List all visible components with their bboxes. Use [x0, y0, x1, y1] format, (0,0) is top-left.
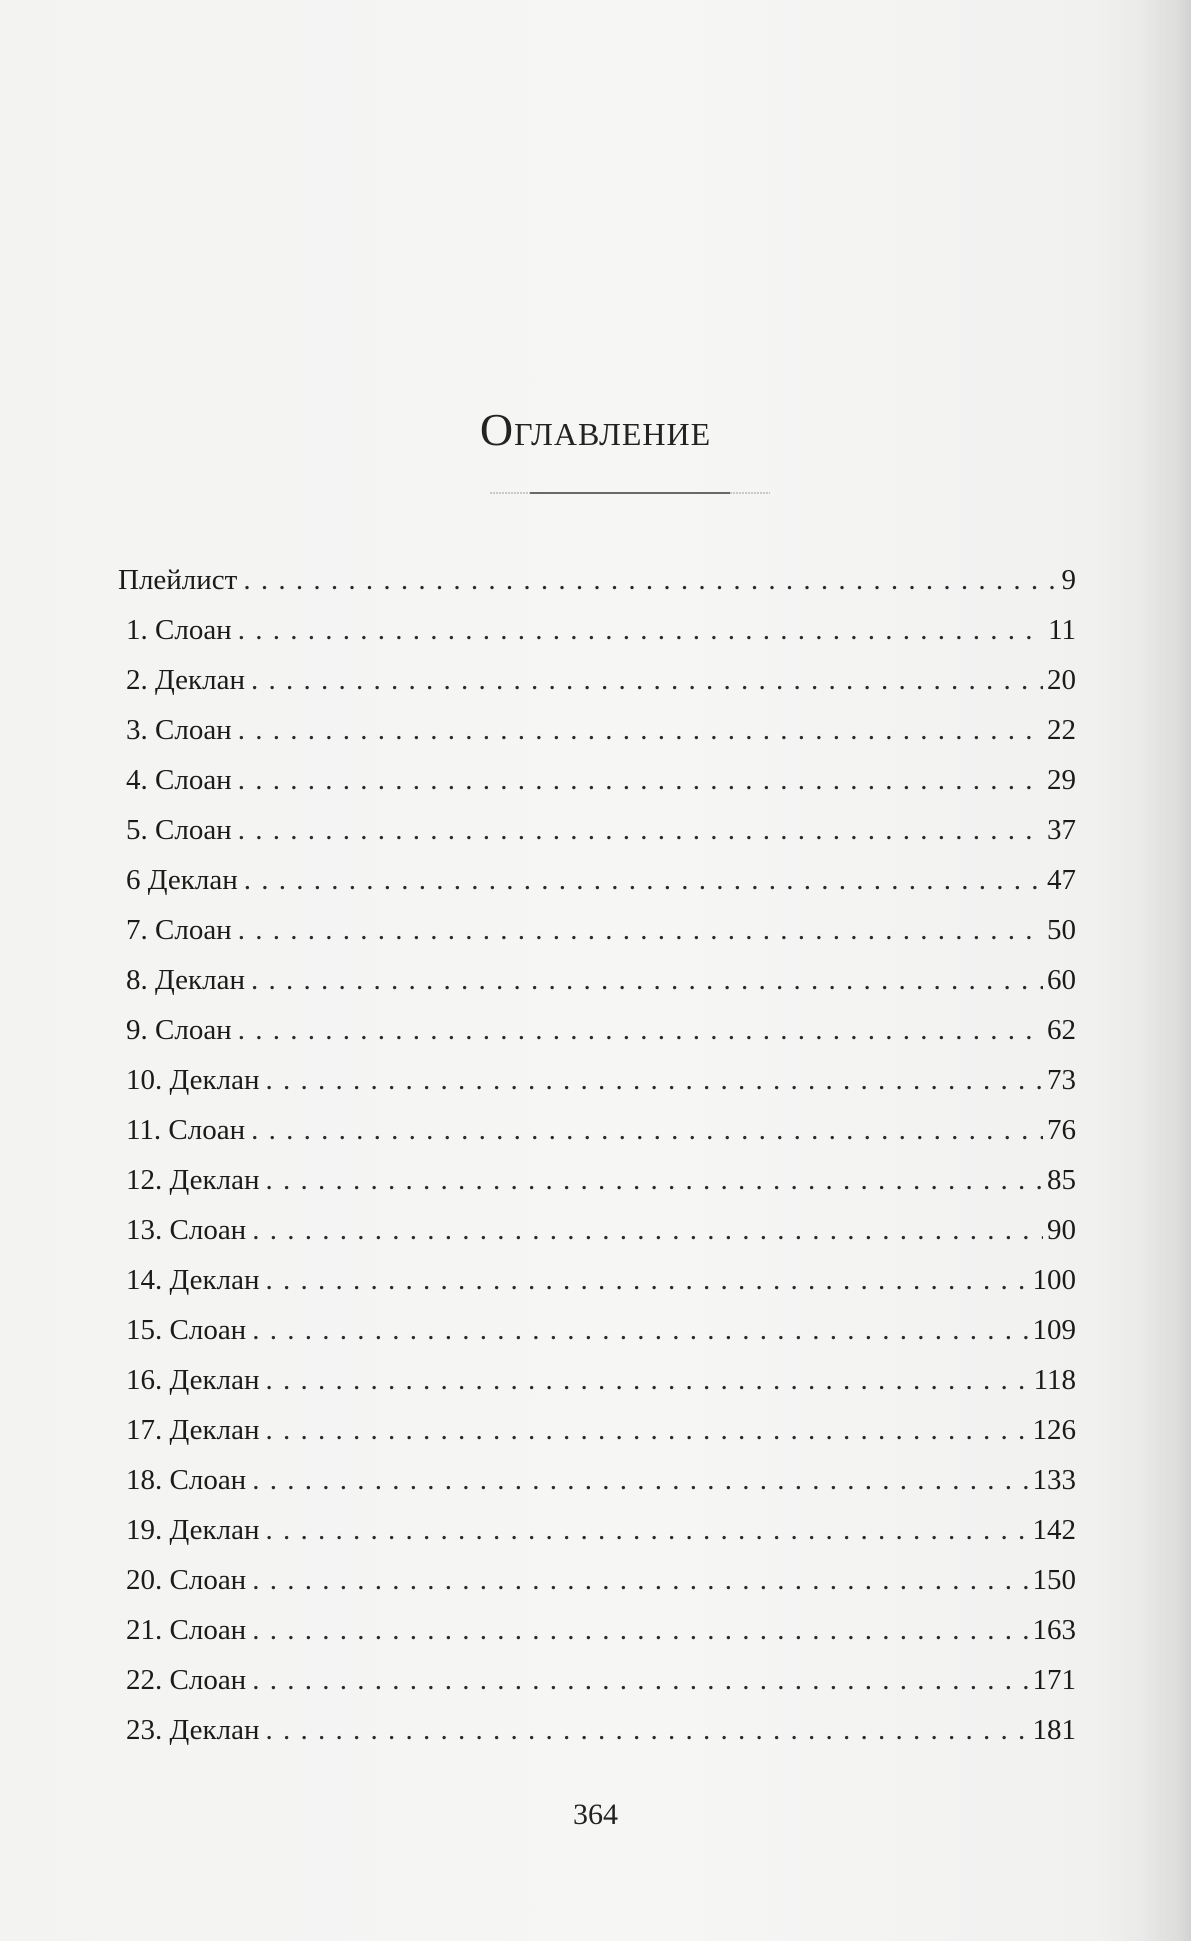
- toc-dot-leader: [238, 805, 1043, 855]
- toc-entry-label: 3. Слоан: [126, 714, 232, 746]
- toc-entry-page: 76: [1047, 1114, 1076, 1146]
- toc-entry-label: 17. Деклан: [126, 1414, 260, 1446]
- toc-dot-leader: [252, 1305, 1028, 1355]
- toc-entry-page: 142: [1032, 1514, 1076, 1546]
- toc-entry-label: 5. Слоан: [126, 814, 232, 846]
- toc-entry-label: 16. Деклан: [126, 1364, 260, 1396]
- toc-dot-leader: [238, 755, 1043, 805]
- toc-entry-label: 1. Слоан: [126, 614, 232, 646]
- toc-entry-label: Плейлист: [118, 564, 238, 596]
- toc-dot-leader: [265, 1155, 1043, 1205]
- toc-entry-page: 62: [1047, 1014, 1076, 1046]
- toc-entry: [118, 1505, 1076, 1555]
- toc-entry: [118, 1655, 1076, 1705]
- toc-entry-page: 37: [1047, 814, 1076, 846]
- toc-dot-leader: [252, 1455, 1028, 1505]
- toc-dot-leader: [265, 1055, 1043, 1105]
- toc-entry-label: 11. Слоан: [126, 1114, 246, 1146]
- toc-dot-leader: [243, 555, 1057, 605]
- toc-entry-label: 21. Слоан: [126, 1614, 247, 1646]
- toc-entry-label: 6 Деклан: [126, 864, 238, 896]
- toc-entry-page: 126: [1032, 1414, 1076, 1446]
- page-edge-shadow: [1143, 0, 1191, 1941]
- toc-entry: [118, 1205, 1076, 1255]
- toc-entry-label: 19. Деклан: [126, 1514, 260, 1546]
- toc-entry-page: 47: [1047, 864, 1076, 896]
- toc-entry-page: 11: [1048, 614, 1076, 646]
- toc-dot-leader: [238, 1005, 1043, 1055]
- toc-dot-leader: [238, 705, 1043, 755]
- toc-entry: [118, 1455, 1076, 1505]
- toc-entry-page: 171: [1032, 1664, 1076, 1696]
- toc-dot-leader: [252, 1605, 1028, 1655]
- toc-entry-label: 23. Деклан: [126, 1714, 260, 1746]
- toc-entry: [118, 1255, 1076, 1305]
- toc-entry: [118, 1405, 1076, 1455]
- toc-entry: [118, 755, 1076, 805]
- toc-dot-leader: [251, 655, 1043, 705]
- toc-dot-leader: [252, 1205, 1043, 1255]
- toc-entry-label: 14. Деклан: [126, 1264, 260, 1296]
- toc-dot-leader: [244, 855, 1043, 905]
- toc-entry-label: 10. Деклан: [126, 1064, 260, 1096]
- toc-entry-page: 181: [1032, 1714, 1076, 1746]
- toc-entry-label: 9. Слоан: [126, 1014, 232, 1046]
- toc-entry: [118, 1305, 1076, 1355]
- toc-entry: [118, 705, 1076, 755]
- toc-dot-leader: [252, 1655, 1028, 1705]
- toc-entry-label: 8. Деклан: [126, 964, 245, 996]
- toc-entry-page: 133: [1032, 1464, 1076, 1496]
- toc-entry-label: 15. Слоан: [126, 1314, 247, 1346]
- table-of-contents: [118, 555, 1076, 1755]
- toc-entry: [118, 1155, 1076, 1205]
- toc-dot-leader: [265, 1505, 1028, 1555]
- toc-entry-page: 109: [1032, 1314, 1076, 1346]
- toc-entry-page: 29: [1047, 764, 1076, 796]
- toc-entry-page: 50: [1047, 914, 1076, 946]
- toc-entry-page: 150: [1032, 1564, 1076, 1596]
- toc-entry: [118, 1005, 1076, 1055]
- toc-entry: [118, 655, 1076, 705]
- toc-entry-page: 20: [1047, 664, 1076, 696]
- toc-entry-page: 118: [1033, 1364, 1076, 1396]
- toc-entry: [118, 1055, 1076, 1105]
- toc-entry: [118, 855, 1076, 905]
- toc-entry-label: 20. Слоан: [126, 1564, 247, 1596]
- toc-dot-leader: [251, 1105, 1043, 1155]
- title-divider: [490, 490, 770, 496]
- toc-entry: [118, 555, 1076, 605]
- page-title: Оглавление: [479, 404, 712, 455]
- toc-dot-leader: [238, 605, 1044, 655]
- toc-dot-leader: [265, 1355, 1029, 1405]
- toc-entry-label: 4. Слоан: [126, 764, 232, 796]
- toc-dot-leader: [265, 1255, 1028, 1305]
- toc-entry-label: 12. Деклан: [126, 1164, 260, 1196]
- page-number: 364: [573, 1798, 618, 1831]
- toc-entry: [118, 605, 1076, 655]
- toc-dot-leader: [238, 905, 1043, 955]
- toc-dot-leader: [265, 1705, 1028, 1755]
- toc-entry: [118, 1705, 1076, 1755]
- toc-entry: [118, 1355, 1076, 1405]
- toc-dot-leader: [252, 1555, 1028, 1605]
- toc-entry-page: 73: [1047, 1064, 1076, 1096]
- toc-entry-page: 100: [1032, 1264, 1076, 1296]
- toc-entry-page: 90: [1047, 1214, 1076, 1246]
- toc-entry-label: 22. Слоан: [126, 1664, 247, 1696]
- toc-entry: [118, 955, 1076, 1005]
- toc-entry: [118, 1555, 1076, 1605]
- toc-entry: [118, 905, 1076, 955]
- toc-entry-page: 60: [1047, 964, 1076, 996]
- toc-entry-label: 18. Слоан: [126, 1464, 247, 1496]
- toc-entry-page: 85: [1047, 1164, 1076, 1196]
- toc-entry-label: 2. Деклан: [126, 664, 245, 696]
- toc-entry-page: 163: [1032, 1614, 1076, 1646]
- toc-entry-page: 22: [1047, 714, 1076, 746]
- toc-entry: [118, 805, 1076, 855]
- toc-dot-leader: [265, 1405, 1028, 1455]
- toc-dot-leader: [251, 955, 1043, 1005]
- toc-entry-label: 13. Слоан: [126, 1214, 247, 1246]
- toc-entry: [118, 1605, 1076, 1655]
- toc-entry: [118, 1105, 1076, 1155]
- toc-entry-label: 7. Слоан: [126, 914, 232, 946]
- toc-entry-page: 9: [1061, 564, 1076, 596]
